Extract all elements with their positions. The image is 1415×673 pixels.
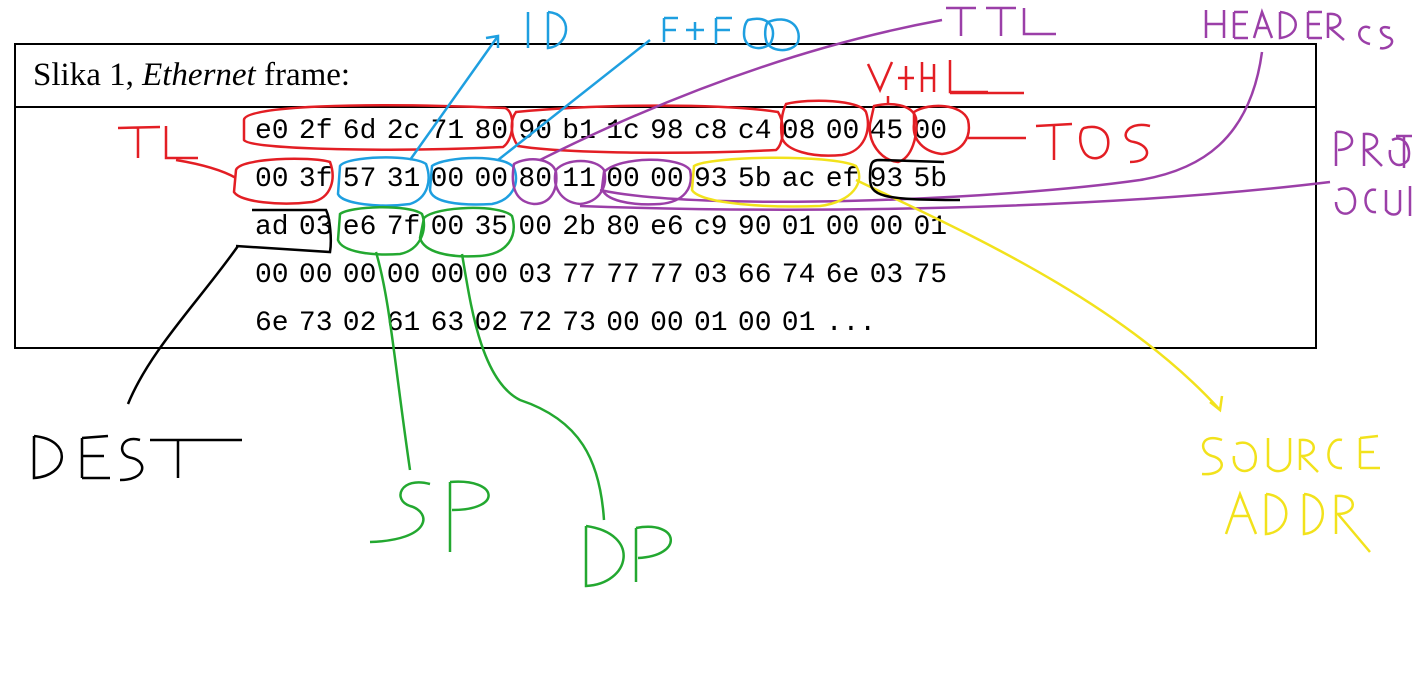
- hex-byte: 00: [430, 164, 465, 195]
- frame-title-suffix: frame:: [255, 57, 351, 93]
- ethernet-frame-box: [14, 43, 1317, 349]
- hex-byte: 2c: [386, 116, 421, 147]
- hex-byte: 00: [518, 212, 552, 243]
- hex-byte: 7f: [386, 212, 421, 243]
- hex-byte: 00: [650, 164, 684, 195]
- ocol-letters: [1336, 186, 1410, 216]
- hex-byte: 00: [386, 260, 421, 291]
- hex-byte: 00: [342, 260, 377, 291]
- hex-byte: 66: [737, 260, 772, 291]
- frame-title-prefix: Slika 1,: [33, 57, 143, 93]
- source-letters: [1202, 436, 1380, 474]
- sp-letters: [370, 482, 489, 552]
- dp-letters: [586, 526, 671, 586]
- hex-byte: 75: [913, 260, 948, 291]
- hex-byte: 77: [606, 260, 640, 291]
- hex-byte: 77: [562, 260, 596, 291]
- hex-byte: 00: [255, 260, 289, 291]
- hex-byte: 01: [781, 212, 816, 243]
- hex-byte: 00: [298, 260, 333, 291]
- hex-byte: e0: [255, 116, 289, 147]
- ttl-letters: [946, 8, 1056, 36]
- frame-title: [33, 57, 350, 94]
- hex-byte: 03: [869, 260, 904, 291]
- hex-byte: 00: [913, 116, 948, 147]
- hex-byte: e6: [342, 212, 377, 243]
- hex-byte: 61: [386, 308, 421, 339]
- hex-byte: 00: [825, 212, 860, 243]
- frame-header: [16, 45, 1315, 108]
- hex-byte: 2b: [562, 212, 596, 243]
- hex-byte: 73: [298, 308, 333, 339]
- hex-byte: 98: [650, 116, 684, 147]
- hex-byte: 3f: [298, 164, 333, 195]
- hex-byte: c4: [737, 116, 772, 147]
- hex-byte: 6e: [255, 308, 289, 339]
- hex-byte: 2f: [298, 116, 333, 147]
- hex-byte: 63: [430, 308, 465, 339]
- frame-title-italic: Ethernet: [142, 57, 256, 93]
- hex-byte: 01: [781, 308, 816, 339]
- hex-byte: 35: [474, 212, 509, 243]
- hex-byte: 11: [562, 164, 596, 195]
- hex-byte: 02: [342, 308, 377, 339]
- hex-byte: 1c: [606, 116, 640, 147]
- hex-byte: 00: [606, 308, 640, 339]
- hex-byte: ...: [825, 308, 877, 339]
- hex-byte: 80: [518, 164, 552, 195]
- hex-byte: 00: [255, 164, 289, 195]
- hex-byte: 90: [518, 116, 552, 147]
- hex-byte: 5b: [737, 164, 772, 195]
- hex-byte: ad: [255, 212, 289, 243]
- hex-byte: 00: [474, 164, 509, 195]
- hex-byte: b1: [562, 116, 596, 147]
- hex-byte: 6d: [342, 116, 377, 147]
- hex-byte: 00: [869, 212, 904, 243]
- hex-byte: 74: [781, 260, 816, 291]
- hex-byte: 03: [298, 212, 333, 243]
- hex-byte: 73: [562, 308, 596, 339]
- hex-byte: 93: [869, 164, 904, 195]
- hex-byte: 00: [650, 308, 684, 339]
- hex-byte: ac: [781, 164, 816, 195]
- addr-letters: [1226, 494, 1370, 552]
- hex-byte: e6: [650, 212, 684, 243]
- hex-byte: 93: [694, 164, 728, 195]
- hex-byte: 57: [342, 164, 377, 195]
- hex-byte: 00: [606, 164, 640, 195]
- hex-byte: 01: [913, 212, 948, 243]
- hex-byte: 5b: [913, 164, 948, 195]
- hex-byte: 00: [825, 116, 860, 147]
- hex-byte: 08: [781, 116, 816, 147]
- dest-letters: [34, 436, 242, 480]
- hex-byte: 72: [518, 308, 552, 339]
- hex-byte: 00: [737, 308, 772, 339]
- hex-byte: c9: [694, 212, 728, 243]
- hex-byte: 03: [518, 260, 552, 291]
- hex-byte: 45: [869, 116, 904, 147]
- protocol-letters: [1336, 132, 1412, 168]
- hex-byte: 80: [606, 212, 640, 243]
- hex-byte: 6e: [825, 260, 860, 291]
- hex-byte: 03: [694, 260, 728, 291]
- hex-byte: 00: [430, 212, 465, 243]
- hex-byte: 71: [430, 116, 465, 147]
- hex-byte: 02: [474, 308, 509, 339]
- hex-byte: ef: [825, 164, 860, 195]
- hex-byte: 00: [474, 260, 509, 291]
- hex-byte: 31: [386, 164, 421, 195]
- hex-byte: 00: [430, 260, 465, 291]
- hex-byte: c8: [694, 116, 728, 147]
- hex-byte: 01: [694, 308, 728, 339]
- hex-byte: 80: [474, 116, 509, 147]
- hex-byte: 77: [650, 260, 684, 291]
- hex-byte: 90: [737, 212, 772, 243]
